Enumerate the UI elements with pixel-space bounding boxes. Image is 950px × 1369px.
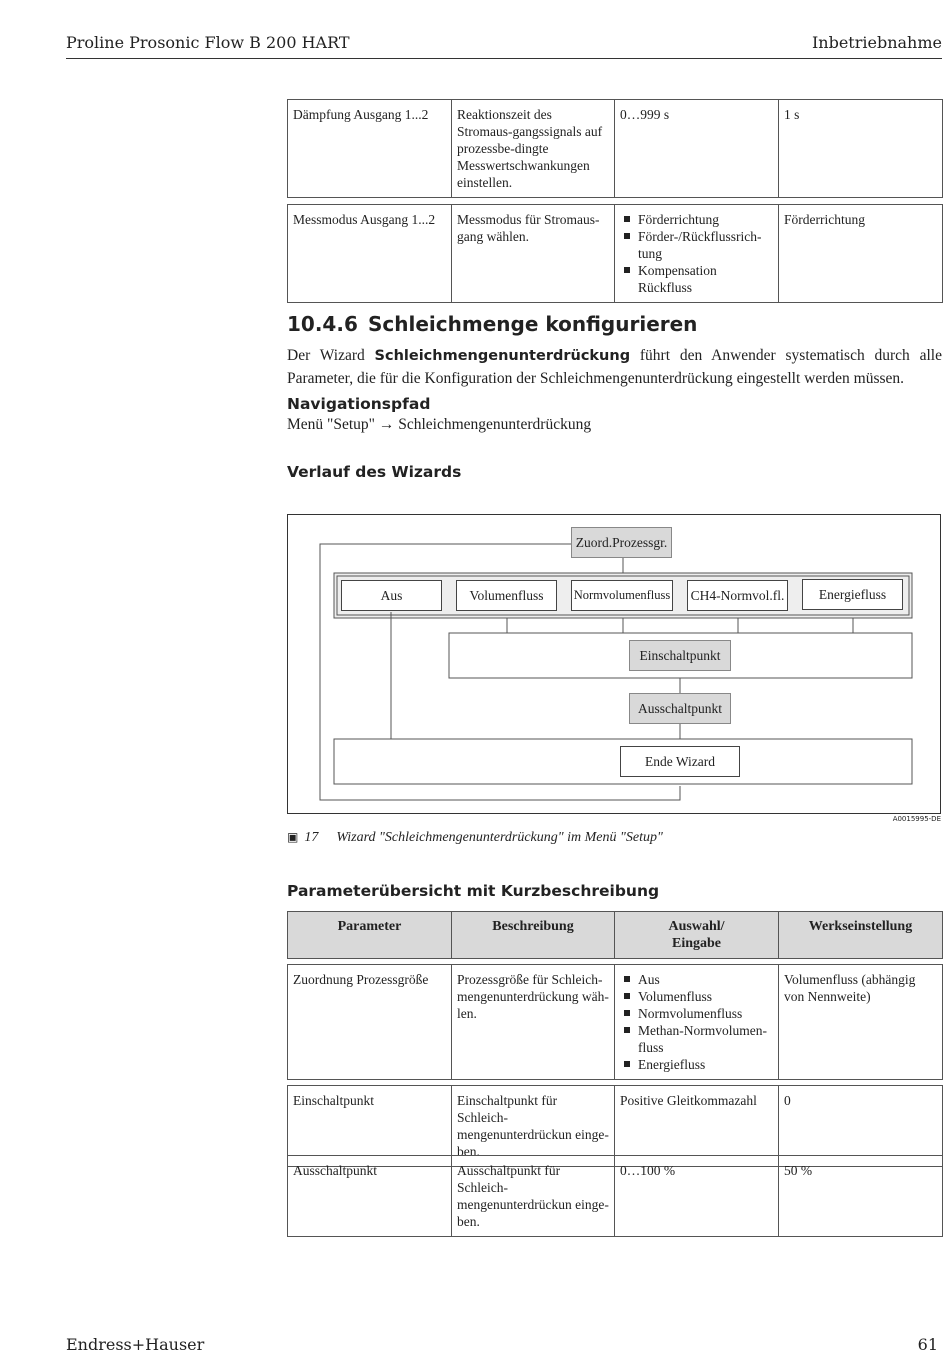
running-header-section: Inbetriebnahme: [811, 33, 942, 52]
list-item: Aus: [638, 971, 773, 988]
choice-cell: 0…100 %: [615, 1156, 779, 1237]
einschaltpunkt-box: Einschaltpunkt: [629, 640, 731, 671]
image-code: A0015995-DE: [892, 815, 941, 823]
wizard-flow-diagram: [287, 514, 941, 814]
list-item: Volumenfluss: [638, 988, 773, 1005]
header-rule: [66, 58, 942, 59]
param-cell: Dämpfung Ausgang 1...2: [288, 100, 452, 198]
option-normvolumenfluss-box: Normvolumenfluss: [571, 580, 673, 611]
param-cell: Messmodus Ausgang 1...2: [288, 205, 452, 303]
table-row: [288, 1156, 943, 1237]
figure-caption: [287, 830, 663, 846]
choice-cell: Positive Gleitkommazahl: [615, 1086, 779, 1167]
default-cell: Förderrichtung: [779, 205, 943, 303]
section-title: [287, 312, 697, 336]
option-aus-box: Aus: [341, 580, 442, 611]
nav-path-heading: Navigationspfad: [287, 395, 431, 413]
default-cell: Volumenfluss (abhängig von Nennweite): [779, 965, 943, 1080]
continued-parameter-table-2: [287, 204, 943, 303]
figure-number: 17: [304, 830, 319, 845]
default-cell: 50 %: [779, 1156, 943, 1237]
list-item: Normvolumenfluss: [638, 1005, 773, 1022]
param-overview-heading: Parameterübersicht mit Kurzbeschreibung: [287, 882, 660, 900]
intro-bold-term: Schleichmengenunterdrückung: [374, 348, 631, 364]
section-number: 10.4.6: [287, 312, 358, 336]
continued-parameter-table: [287, 99, 943, 198]
ausschaltpunkt-box: Ausschaltpunkt: [629, 693, 731, 724]
figure-icon: ▣: [287, 830, 299, 844]
table-row: [288, 100, 943, 198]
table-row: [288, 205, 943, 303]
default-cell: 0: [779, 1086, 943, 1167]
intro-text-pre: Der Wizard: [287, 347, 375, 364]
column-header: Parameter: [288, 912, 452, 959]
choice-cell: 0…999 s: [615, 100, 779, 198]
desc-cell: Prozessgröße für Schleich-mengenunterdrückung wäh-len.: [452, 965, 615, 1080]
intro-paragraph: [287, 345, 942, 389]
section-title-text: Schleichmenge konfigurieren: [368, 312, 698, 336]
list-item: Methan-Normvolumen-fluss: [638, 1022, 773, 1056]
table-row: [288, 965, 943, 1080]
list-item: Energiefluss: [638, 1056, 773, 1073]
param-table-row-3: [287, 1155, 943, 1237]
wizard-heading: Verlauf des Wizards: [287, 463, 462, 481]
param-cell: Ausschaltpunkt: [288, 1156, 452, 1237]
choice-list-cell: [615, 205, 779, 303]
param-cell: Einschaltpunkt: [288, 1086, 452, 1167]
choice-list-cell: [615, 965, 779, 1080]
zuord-prozessgr-box: Zuord.Prozessgr.: [571, 527, 672, 558]
column-header: Auswahl/ Eingabe: [615, 912, 779, 959]
desc-cell: Ausschaltpunkt für Schleich-mengenunterdrückun einge-ben.: [452, 1156, 615, 1237]
option-energiefluss-box: Energiefluss: [802, 579, 903, 610]
figure-caption-text: Wizard "Schleichmengenunterdrückung" im Menü "Setup": [336, 830, 663, 845]
list-item: Kompensation Rückfluss: [638, 262, 773, 296]
table-header-row: [288, 912, 943, 959]
param-cell: Zuordnung Prozessgröße: [288, 965, 452, 1080]
column-header: Werkseinstellung: [779, 912, 943, 959]
diagram-connectors: [288, 515, 942, 815]
param-table-row-1: [287, 964, 943, 1080]
footer-brand: Endress+Hauser: [66, 1335, 205, 1354]
page-number: 61: [917, 1335, 938, 1354]
intro-text-post: führt den Anwender systematisch durch alle Parameter, die für die Konfiguration der Schleichmengenunterdrückung eingestellt werden müssen.: [287, 347, 942, 387]
list-item: Förder-/Rückflussrich-tung: [638, 228, 773, 262]
list-item: Förderrichtung: [638, 211, 773, 228]
default-cell: 1 s: [779, 100, 943, 198]
desc-cell: Einschaltpunkt für Schleich-mengenunterdrückun einge-ben.: [452, 1086, 615, 1167]
desc-cell: Reaktionszeit des Stromaus-gangssignals auf prozessbe-dingte Messwertschwankungen einstellen.: [452, 100, 615, 198]
column-header: Beschreibung: [452, 912, 615, 959]
ende-wizard-box: Ende Wizard: [620, 746, 740, 777]
nav-path-text: Menü "Setup" → Schleichmengenunterdrückung: [287, 416, 592, 433]
running-header-title: Proline Prosonic Flow B 200 HART: [66, 33, 350, 52]
desc-cell: Messmodus für Stromaus-gang wählen.: [452, 205, 615, 303]
option-ch4-normvol-box: CH4-Normvol.fl.: [687, 580, 788, 611]
param-table-header: [287, 911, 943, 959]
option-volumenfluss-box: Volumenfluss: [456, 580, 557, 611]
